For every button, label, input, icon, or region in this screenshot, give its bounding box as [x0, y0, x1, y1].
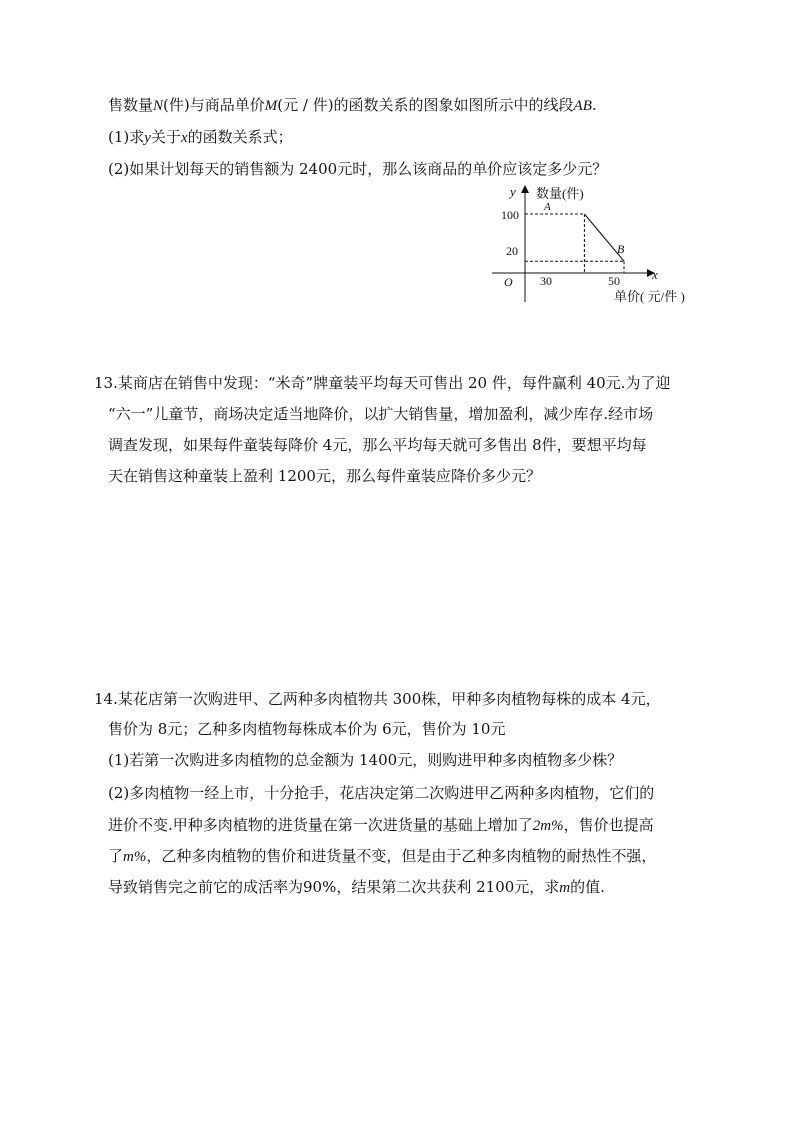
p14-text: ，售价也提高	[563, 816, 654, 834]
x-axis-label: 单价( 元/件 )	[614, 289, 685, 304]
point-b-label: B	[617, 242, 625, 256]
p14-text: 的值.	[570, 878, 605, 896]
y-tick-20: 20	[506, 244, 518, 258]
p14-text: 导致销售完之前它的成活率为90%，结果第二次共获利 2100元，求	[108, 878, 560, 896]
p12-q1-text: (1)求	[108, 128, 145, 146]
p14-q2-line4	[108, 877, 605, 898]
p14-text: 了	[108, 847, 124, 865]
p14-text: 进价不变.甲种多肉植物的进货量在第一次进货量的基础上增加了	[108, 816, 533, 834]
p13-line1: 13.某商店在销售中发现：“米奇”牌童装平均每天可售出 20 件，每件赢利 40元.为了迎	[94, 374, 671, 392]
p12-text: 售数量	[108, 96, 154, 114]
p12-var-m: M	[264, 98, 278, 114]
p12-q2: (2)如果计划每天的销售额为 2400元时，那么该商品的单价应该定多少元？	[108, 160, 608, 178]
p12-text: (元 / 件)的函数关系的图象如图所示中的线段	[277, 96, 574, 114]
point-a-label: A	[544, 201, 551, 213]
p12-q1	[108, 127, 293, 148]
origin-label: O	[504, 275, 513, 289]
y-axis-var: y	[510, 184, 516, 199]
p12-text: .	[591, 96, 597, 114]
y-axis-label: 数量(件)	[536, 186, 584, 201]
p13-line3: 调查发现，如果每件童装每降价 4元，那么平均每天就可多售出 8件，要想平均每	[108, 436, 647, 454]
p12-line1	[108, 95, 597, 116]
p12-text: (件)与商品单价	[163, 96, 265, 114]
p12-var-y: y	[144, 130, 151, 146]
p14-q2-line1: (2)多肉植物一经上市，十分抢手，花店决定第二次购进甲乙两种多肉植物，它们的	[108, 784, 655, 802]
p12-q1-text: 的函数关系式；	[187, 128, 293, 146]
p14-var-2m: 2m%	[532, 818, 564, 834]
p12-var-n: N	[153, 98, 164, 114]
p12-segment-ab: AB	[573, 98, 592, 114]
p12-var-x: x	[180, 130, 188, 146]
function-graph	[486, 180, 716, 310]
p14-var-m: m%	[123, 849, 147, 865]
p14-q1: (1)若第一次购进多肉植物的总金额为 1400元，则购进甲种多肉植物多少株？	[108, 751, 623, 769]
p14-line1: 14.某花店第一次购进甲、乙两种多肉植物共 300株，甲种多肉植物每株的成本 4元，	[94, 690, 661, 708]
y-tick-100: 100	[501, 208, 519, 222]
p14-text: ，乙种多肉植物的售价和进货量不变，但是由于乙种多肉植物的耐热性不强，	[146, 847, 657, 865]
p14-var-m: m	[559, 880, 571, 896]
p13-line2: “六一”儿童节，商场决定适当地降价，以扩大销售量，增加盈利，减少库存.经市场	[108, 405, 654, 423]
p14-q2-line3	[108, 846, 656, 867]
p12-q1-text: 关于	[150, 128, 181, 146]
x-tick-50: 50	[608, 274, 620, 288]
p13-line4: 天在销售这种童装上盈利 1200元，那么每件童装应降价多少元？	[108, 467, 541, 485]
p14-q2-line2	[108, 815, 654, 836]
x-tick-30: 30	[540, 274, 552, 288]
x-axis-var: x	[652, 267, 658, 282]
p14-line2: 售价为 8元；乙种多肉植物每株成本价为 6元，售价为 10元	[108, 720, 506, 738]
